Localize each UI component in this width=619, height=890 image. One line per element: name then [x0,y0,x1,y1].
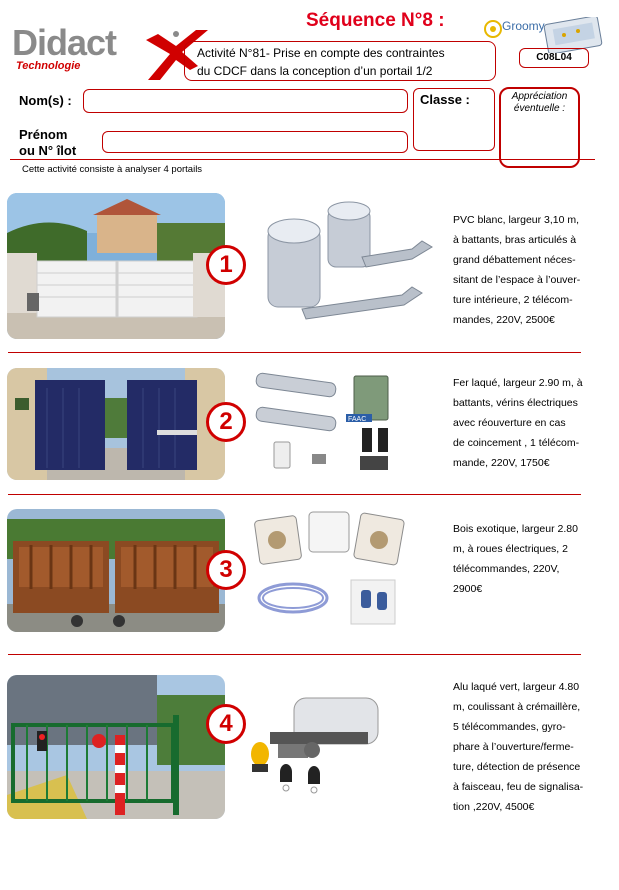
gate-4-desc-line: phare à l’ouverture/ferme- [453,741,574,753]
gate-3-desc-line: m, à roues électriques, 2 [453,543,568,555]
gate-4-description [453,677,598,817]
gate-2-desc-line: battants, vérins électriques [453,397,578,409]
appreciation-label [501,91,578,115]
gate-4-number-badge: 4 [206,704,246,744]
gate-2-description [453,373,598,473]
gate-4-desc-line: m, coulissant à crémaillère, [453,701,581,713]
prenom-label: Prénom [19,127,68,142]
gate-2-desc-line: Fer laqué, largeur 2.90 m, à [453,377,583,389]
logo-text: Didact [12,22,117,63]
section-divider [8,494,581,495]
gate-4-desc-line: 5 télécommandes, gyro- [453,721,566,733]
gate-1-photo [7,193,225,339]
activity-line-2: du CDCF dans la conception d’un portail 1/2 [197,64,433,78]
logo-subtitle: Technologie [16,60,81,72]
gate-2-number-badge: 2 [206,402,246,442]
gate-2-photo [7,368,225,480]
gate-4-desc-line: tion ,220V, 4500€ [453,801,535,813]
gate-1-desc-line: mandes, 220V, 2500€ [453,314,555,326]
gate-4-desc-line: ture, détection de présence [453,761,581,773]
section-divider [8,654,581,655]
header-divider [10,159,595,160]
gate-3-description [453,519,598,599]
gate-3-photo [7,509,225,632]
gate-3-number-badge: 3 [206,550,246,590]
activity-line-1: Activité N°81- Prise en compte des contraintes [197,46,445,60]
gate-1-kit-image [262,197,442,327]
gate-4-desc-line: Alu laqué vert, largeur 4.80 [453,681,580,693]
groomy-label: Groomy [502,19,545,33]
gate-4-desc-line: à faisceau, feu de signalisa- [453,781,584,793]
prenom-field[interactable] [102,131,408,153]
nom-field[interactable] [83,89,408,113]
gate-3-desc-line: télécommandes, 220V, [453,563,560,575]
gate-1-desc-line: ture intérieure, 2 télécom- [453,294,573,306]
gate-1-description [453,210,598,330]
gate-1-desc-line: sitant de l’espace à l’ouver- [453,274,581,286]
classe-field[interactable] [413,88,495,151]
gate-2-desc-line: avec réouverture en cas [453,417,566,429]
gate-2-kit-image [252,372,398,478]
nom-label: Nom(s) : [19,93,72,108]
gate-1-number-badge: 1 [206,245,246,285]
appreciation-line-2: éventuelle : [513,103,566,114]
gate-4-kit-image [248,694,382,798]
gate-2-desc-line: de coincement , 1 télécom- [453,437,580,449]
gate-1-desc-line: à battants, bras articulés à [453,234,577,246]
activity-title-box [184,41,496,81]
appreciation-field[interactable] [499,87,580,168]
gate-2-desc-line: mande, 220V, 1750€ [453,457,550,469]
sequence-title: Séquence N°8 : [306,10,445,31]
document-code: C08L04 [519,48,589,68]
gate-4-photo [7,675,225,819]
gate-1-desc-line: PVC blanc, largeur 3,10 m, [453,214,580,226]
faac-brand-label: FAAC [348,416,367,423]
gate-3-kit-image [253,510,405,634]
appreciation-line-1: Appréciation [511,91,568,102]
classe-label: Classe : [420,92,470,107]
section-divider [8,352,581,353]
ilot-label: ou N° îlot [19,143,77,158]
gate-1-desc-line: grand débattement néces- [453,254,576,266]
didactx-logo [12,22,212,82]
intro-text: Cette activité consiste à analyser 4 portails [22,164,203,175]
gate-3-desc-line: Bois exotique, largeur 2.80 [453,523,578,535]
gate-3-desc-line: 2900€ [453,583,483,595]
